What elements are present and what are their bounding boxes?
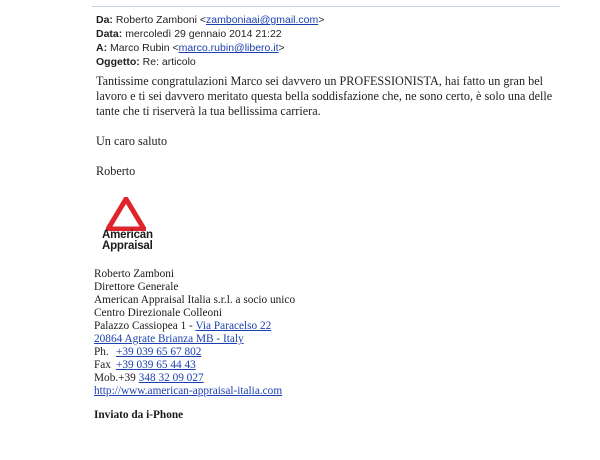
to-email-link[interactable]: marco.rubin@libero.it xyxy=(178,42,279,54)
phone-link[interactable]: +39 039 65 67 802 xyxy=(116,346,202,358)
signature-city xyxy=(94,333,295,346)
from-close: > xyxy=(318,14,325,26)
mobile-link[interactable]: 348 32 09 027 xyxy=(138,372,204,384)
message-sender: Roberto xyxy=(96,164,136,178)
website-link[interactable]: http://www.american-appraisal-italia.com xyxy=(94,385,283,397)
fax-link[interactable]: +39 039 65 44 43 xyxy=(116,359,196,371)
date-value: mercoledì 29 gennaio 2014 21:22 xyxy=(125,28,282,40)
date-line xyxy=(96,27,324,41)
city-link[interactable]: 20864 Agrate Brianza MB - Italy xyxy=(94,333,244,345)
message-body xyxy=(96,74,566,194)
signature-role: Direttore Generale xyxy=(94,281,179,293)
fax-label: Fax xyxy=(94,359,111,371)
subject-label: Oggetto: xyxy=(96,56,140,68)
mobile-label: Mob.+39 xyxy=(94,372,136,384)
signature-address xyxy=(94,320,295,333)
from-label: Da: xyxy=(96,14,113,26)
header-divider xyxy=(92,6,560,7)
signature-phone xyxy=(94,346,295,359)
message-paragraph: Tantissime congratulazioni Marco sei davvero un PROFESSIONISTA, hai fatto un gran bel lavoro e ti sei davvero meritato questa bella soddisfazione che, ne sono certo, è solo una delle tante che ti riserverà la tua bellissima carriera. xyxy=(96,74,553,118)
subject-value: Re: articolo xyxy=(142,56,196,68)
email-header xyxy=(96,13,324,69)
from-email-link[interactable]: zamboniaai@gmail.com xyxy=(206,14,319,26)
signature-fax xyxy=(94,359,295,372)
triangle-logo-icon xyxy=(106,197,146,231)
signature-center: Centro Direzionale Colleoni xyxy=(94,307,222,319)
signature-company: American Appraisal Italia s.r.l. a socio unico xyxy=(94,294,296,306)
american-appraisal-logo xyxy=(102,197,172,257)
to-label: A: xyxy=(96,42,108,54)
email-signature xyxy=(94,268,295,398)
from-name: Roberto Zamboni < xyxy=(115,14,207,26)
logo-line-1: American xyxy=(102,229,153,241)
date-label: Data: xyxy=(96,28,123,40)
message-closing: Un caro saluto xyxy=(96,134,168,148)
signature-mobile xyxy=(94,372,295,385)
from-line xyxy=(96,13,324,27)
to-close: > xyxy=(278,42,285,54)
phone-label: Ph. xyxy=(94,346,109,358)
logo-line-2: Appraisal xyxy=(102,240,153,252)
signature-building: Palazzo Cassiopea 1 - xyxy=(94,320,196,332)
signature-name: Roberto Zamboni xyxy=(94,268,175,280)
subject-line xyxy=(96,55,324,69)
to-name: Marco Rubin < xyxy=(110,42,179,54)
street-link[interactable]: Via Paracelso 22 xyxy=(195,320,272,332)
signature-website xyxy=(94,385,295,398)
logo-wordmark xyxy=(102,230,153,252)
sent-from-label: Inviato da i-Phone xyxy=(94,409,184,421)
to-line xyxy=(96,41,324,55)
